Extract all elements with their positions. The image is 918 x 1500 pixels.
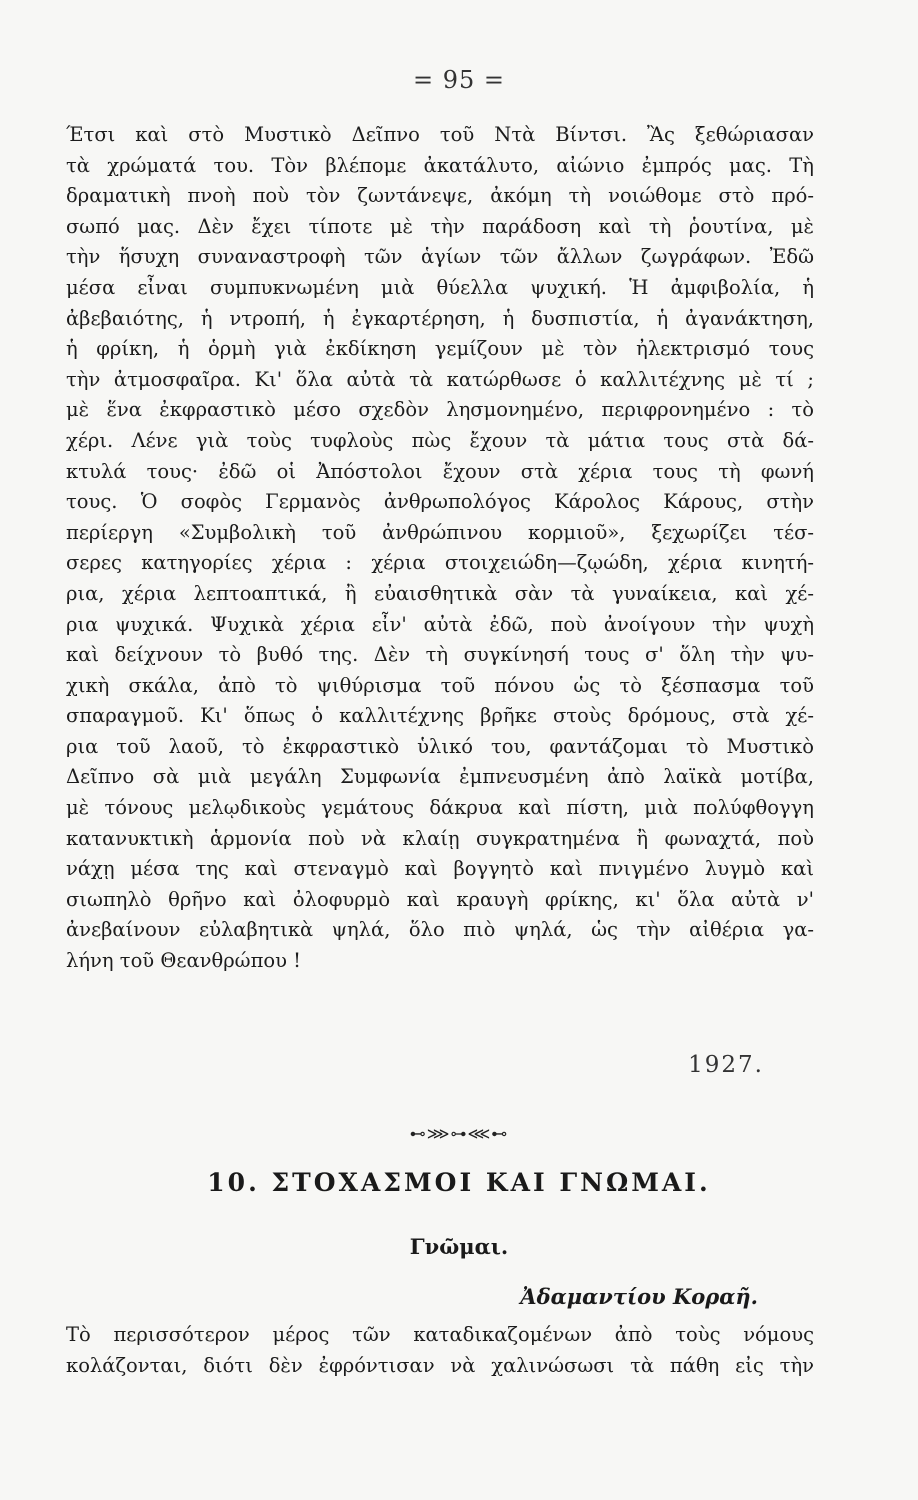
text-line: μὲ ἕνα ἐκφραστικὸ μέσο σχεδὸν λησμονημένο, περιφρονημένο : τὸ: [66, 398, 814, 422]
text-line: κτυλά τους· ἐδῶ οἱ Ἀπόστολοι ἔχουν στὰ χέρια τους τὴ φωνή: [66, 459, 814, 483]
text-line: ἀβεβαιότης, ἡ ντροπή, ἡ ἐγκαρτέρηση, ἡ δυσπιστία, ἡ ἀγανάκτηση,: [66, 306, 814, 330]
text-line: ρια τοῦ λαοῦ, τὸ ἐκφραστικὸ ὑλικό του, φαντάζομαι τὸ Μυστικὸ: [66, 734, 814, 758]
text-line: ρια ψυχικά. Ψυχικὰ χέρια εἶν' αὐτὰ ἐδῶ, ποὺ ἀνοίγουν τὴν ψυχὴ: [66, 612, 814, 636]
text-line: τὴν ἥσυχη συναναστροφὴ τῶν ἁγίων τῶν ἄλλων ζωγράφων. Ἐδῶ: [66, 245, 814, 269]
text-line: σιωπηλὸ θρῆνο καὶ ὀλοφυρμὸ καὶ κραυγὴ φρίκης, κι' ὅλα αὐτὰ ν': [66, 887, 814, 911]
text-line: τὴν ἀτμοσφαῖρα. Κι' ὅλα αὐτὰ τὰ κατώρθωσε ὁ καλλιτέχνης μὲ τί ;: [66, 367, 814, 391]
page-number: = 95 =: [412, 66, 505, 94]
text-line: δραματικὴ πνοὴ ποὺ τὸν ζωντάνεψε, ἀκόμη τὴ νοιώθομε στὸ πρό-: [66, 184, 814, 208]
text-line: χικὴ σκάλα, ἀπὸ τὸ ψιθύρισμα τοῦ πόνου ὡς τὸ ξέσπασμα τοῦ: [66, 673, 814, 697]
text-line: νάχῃ μέσα της καὶ στεναγμὸ καὶ βογγητὸ καὶ πνιγμένο λυγμὸ καὶ: [66, 857, 814, 881]
text-line: ἀνεβαίνουν εὐλαβητικὰ ψηλά, ὅλο πιὸ ψηλά, ὡς τὴν αἰθέρια γα-: [66, 918, 814, 942]
text-line: καὶ δείχνουν τὸ βυθό της. Δὲν τὴ συγκίνησή τους σ' ὅλη τὴν ψυ-: [66, 643, 814, 667]
text-line: Δεῖπνο σὰ μιὰ μεγάλη Συμφωνία ἐμπνευσμένη ἀπὸ λαϊκὰ μοτίβα,: [66, 765, 814, 789]
text-line: τὰ χρώματά του. Τὸν βλέπομε ἀκατάλυτο, αἰώνιο ἐμπρός μας. Τὴ: [66, 153, 814, 177]
essay-paragraph: [66, 120, 814, 977]
text-line: χέρι. Λένε γιὰ τοὺς τυφλοὺς πὼς ἔχουν τὰ μάτια τους στὰ δά-: [66, 428, 814, 452]
text-line: κατανυκτικὴ ἁρμονία ποὺ νὰ κλαίῃ συγκρατημένα ἢ φωναχτά, ποὺ: [66, 826, 814, 850]
text-line: λήνη τοῦ Θεανθρώπου !: [66, 949, 302, 973]
section-divider-ornament: ⊷⋙⊶⋘⊷: [409, 1124, 509, 1143]
text-line: σπαραγμοῦ. Κι' ὅπως ὁ καλλιτέχνης βρῆκε στοὺς δρόμους, στὰ χέ-: [66, 704, 814, 728]
date-signature: 1927.: [688, 1052, 764, 1078]
subheading: Γνῶμαι.: [409, 1234, 509, 1259]
author-attribution: Ἀδαμαντίου Κοραῆ.: [520, 1284, 758, 1309]
text-line: Έτσι καὶ στὸ Μυστικὸ Δεῖπνο τοῦ Ντὰ Βίντσι. Ἂς ξεθώριασαν: [66, 123, 814, 146]
text-line: τους. Ὁ σοφὸς Γερμανὸς ἀνθρωπολόγος Κάρολος Κάρους, στὴν: [66, 490, 814, 514]
text-line: σωπό μας. Δὲν ἔχει τίποτε μὲ τὴν παράδοση καὶ τὴ ῥουτίνα, μὲ: [66, 214, 814, 238]
text-line: μέσα εἶναι συμπυκνωμένη μιὰ θύελλα ψυχική. Ἡ ἀμφιβολία, ἡ: [66, 275, 814, 299]
text-line: ἡ φρίκη, ἡ ὁρμὴ γιὰ ἐκδίκηση γεμίζουν μὲ τὸν ἠλεκτρισμό τους: [66, 337, 814, 361]
text-line: περίεργη «Συμβολικὴ τοῦ ἀνθρώπινου κορμιοῦ», ξεχωρίζει τέσ-: [66, 520, 814, 544]
text-line: Τὸ περισσότερον μέρος τῶν καταδικαζομένων ἀπὸ τοὺς νόμους: [66, 1323, 814, 1346]
text-line: σερες κατηγορίες χέρια : χέρια στοιχειώδη—ζῳώδη, χέρια κινητή-: [66, 551, 814, 575]
text-line: μὲ τόνους μελῳδικοὺς γεμάτους δάκρυα καὶ πίστη, μιὰ πολύφθογγη: [66, 796, 814, 820]
text-line: ρια, χέρια λεπτοαπτικά, ἢ εὐαισθητικὰ σὰν τὰ γυναίκεια, καὶ χέ-: [66, 581, 814, 605]
text-line: κολάζονται, διότι δὲν ἐφρόντισαν νὰ χαλινώσωσι τὰ πάθη εἰς τὴν: [66, 1353, 814, 1377]
section-heading: 10. ΣΤΟΧΑΣΜΟΙ ΚΑΙ ΓΝΩΜΑΙ.: [207, 1168, 711, 1197]
quote-paragraph: [66, 1320, 814, 1381]
